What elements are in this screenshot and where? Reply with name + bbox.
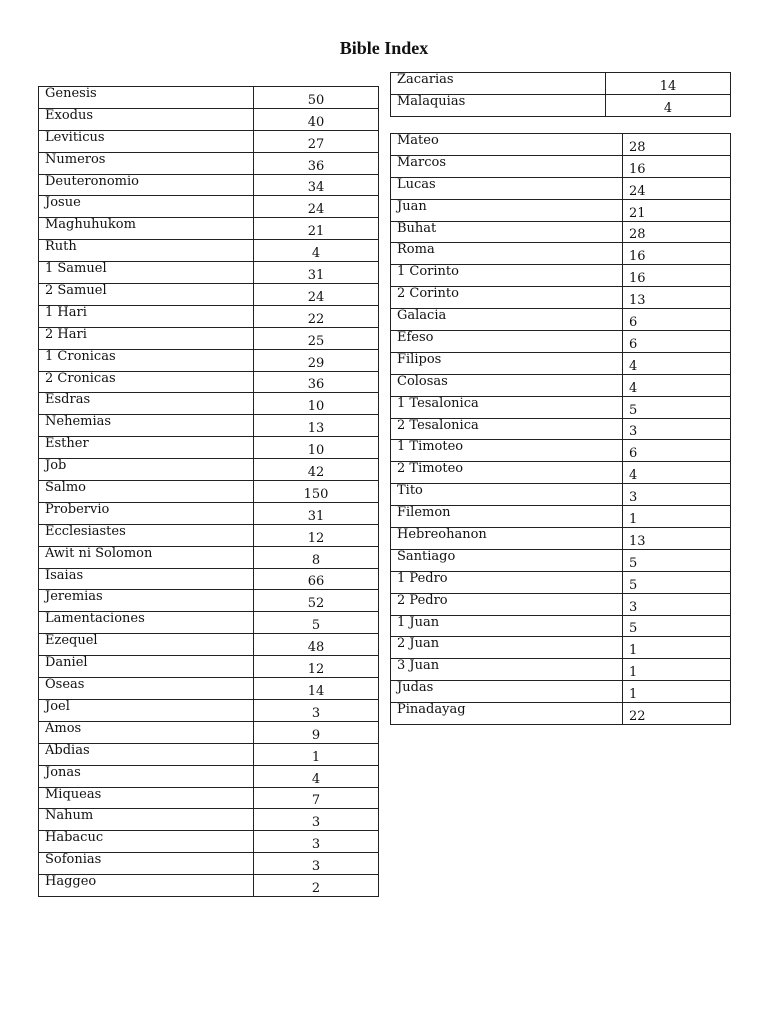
table-row (391, 73, 731, 95)
book-name: Ecclesiastes (39, 524, 254, 546)
table-row (39, 590, 379, 612)
chapter-count: 42 (254, 459, 379, 481)
table-row (391, 506, 731, 528)
chapter-count: 3 (623, 484, 731, 506)
table-row (39, 502, 379, 524)
book-name: Galacia (391, 309, 623, 331)
chapter-count: 28 (623, 221, 731, 243)
table-row (391, 571, 731, 593)
chapter-count: 24 (254, 196, 379, 218)
chapter-count: 25 (254, 327, 379, 349)
book-name: Efeso (391, 331, 623, 353)
table-row (39, 415, 379, 437)
chapter-count: 8 (254, 546, 379, 568)
book-name: Job (39, 459, 254, 481)
book-name: Malaquias (391, 94, 606, 116)
book-name: Colosas (391, 374, 623, 396)
table-row (391, 309, 731, 331)
book-name: Josue (39, 196, 254, 218)
chapter-count: 4 (623, 352, 731, 374)
book-name: 1 Samuel (39, 262, 254, 284)
chapter-count: 14 (254, 678, 379, 700)
table-row (39, 831, 379, 853)
chapter-count: 4 (623, 374, 731, 396)
chapter-count: 1 (623, 681, 731, 703)
chapter-count: 1 (623, 637, 731, 659)
book-name: 2 Corinto (391, 287, 623, 309)
new-testament-table (390, 133, 731, 725)
chapter-count: 13 (254, 415, 379, 437)
book-name: 2 Timoteo (391, 462, 623, 484)
chapter-count: 3 (254, 853, 379, 875)
chapter-count: 24 (623, 177, 731, 199)
table-row (39, 875, 379, 897)
book-name: Numeros (39, 152, 254, 174)
book-name: Pinadayag (391, 703, 623, 725)
book-name: Probervio (39, 502, 254, 524)
table-row (39, 721, 379, 743)
chapter-count: 5 (623, 615, 731, 637)
chapter-count: 24 (254, 284, 379, 306)
book-name: Santiago (391, 549, 623, 571)
chapter-count: 10 (254, 393, 379, 415)
table-row (39, 152, 379, 174)
table-row (391, 331, 731, 353)
book-name: Esther (39, 437, 254, 459)
old-testament-end-table (390, 72, 731, 117)
chapter-count: 3 (254, 699, 379, 721)
table-row (391, 418, 731, 440)
chapter-count: 9 (254, 721, 379, 743)
book-name: Tito (391, 484, 623, 506)
chapter-count: 22 (254, 305, 379, 327)
book-name: Isaias (39, 568, 254, 590)
book-name: Exodus (39, 108, 254, 130)
table-row (39, 327, 379, 349)
book-name: Habacuc (39, 831, 254, 853)
book-name: Haggeo (39, 875, 254, 897)
chapter-count: 150 (254, 481, 379, 503)
chapter-count: 4 (254, 765, 379, 787)
book-name: 2 Hari (39, 327, 254, 349)
chapter-count: 36 (254, 152, 379, 174)
chapter-count: 4 (606, 94, 731, 116)
table-row (39, 262, 379, 284)
table-row (391, 484, 731, 506)
book-name: Abdias (39, 743, 254, 765)
chapter-count: 3 (623, 418, 731, 440)
table-row (391, 528, 731, 550)
book-name: 1 Tesalonica (391, 396, 623, 418)
book-name: Joel (39, 699, 254, 721)
table-row (391, 265, 731, 287)
book-name: Ezequel (39, 634, 254, 656)
chapter-count: 66 (254, 568, 379, 590)
chapter-count: 34 (254, 174, 379, 196)
table-row (39, 568, 379, 590)
chapter-count: 29 (254, 349, 379, 371)
book-name: 1 Corinto (391, 265, 623, 287)
table-row (391, 615, 731, 637)
book-name: 1 Cronicas (39, 349, 254, 371)
chapter-count: 12 (254, 524, 379, 546)
table-row (391, 440, 731, 462)
table-row (39, 393, 379, 415)
book-name: Filemon (391, 506, 623, 528)
book-name: Mateo (391, 134, 623, 156)
old-testament-table (38, 86, 379, 897)
book-name: Marcos (391, 155, 623, 177)
table-row (39, 284, 379, 306)
chapter-count: 16 (623, 243, 731, 265)
table-row (391, 681, 731, 703)
chapter-count: 31 (254, 262, 379, 284)
chapter-count: 6 (623, 331, 731, 353)
table-row (39, 546, 379, 568)
chapter-count: 7 (254, 787, 379, 809)
book-name: Sofonias (39, 853, 254, 875)
table-row (39, 743, 379, 765)
chapter-count: 3 (254, 809, 379, 831)
table-row (391, 374, 731, 396)
book-name: Deuteronomio (39, 174, 254, 196)
book-name: Jonas (39, 765, 254, 787)
table-row (39, 481, 379, 503)
table-row (39, 765, 379, 787)
book-name: Lamentaciones (39, 612, 254, 634)
book-name: 1 Timoteo (391, 440, 623, 462)
book-name: 2 Pedro (391, 593, 623, 615)
book-name: 2 Juan (391, 637, 623, 659)
table-row (39, 437, 379, 459)
table-row (39, 699, 379, 721)
table-row (39, 809, 379, 831)
book-name: Oseas (39, 678, 254, 700)
table-row (391, 177, 731, 199)
table-row (39, 349, 379, 371)
chapter-count: 5 (623, 396, 731, 418)
book-name: Nehemias (39, 415, 254, 437)
table-row (391, 243, 731, 265)
chapter-count: 36 (254, 371, 379, 393)
chapter-count: 28 (623, 134, 731, 156)
book-name: Awit ni Solomon (39, 546, 254, 568)
table-row (39, 218, 379, 240)
table-row (391, 659, 731, 681)
chapter-count: 16 (623, 265, 731, 287)
table-row (391, 549, 731, 571)
table-row (391, 637, 731, 659)
table-row (39, 174, 379, 196)
chapter-count: 1 (254, 743, 379, 765)
chapter-count: 50 (254, 87, 379, 109)
table-row (39, 612, 379, 634)
chapter-count: 21 (623, 199, 731, 221)
chapter-count: 6 (623, 440, 731, 462)
table-row (391, 155, 731, 177)
chapter-count: 1 (623, 659, 731, 681)
book-name: Ruth (39, 240, 254, 262)
chapter-count: 4 (623, 462, 731, 484)
chapter-count: 5 (623, 549, 731, 571)
book-name: Salmo (39, 481, 254, 503)
book-name: Lucas (391, 177, 623, 199)
table-row (39, 130, 379, 152)
chapter-count: 14 (606, 73, 731, 95)
chapter-count: 2 (254, 875, 379, 897)
table-row (39, 634, 379, 656)
table-row (39, 108, 379, 130)
book-name: Roma (391, 243, 623, 265)
book-name: Daniel (39, 656, 254, 678)
book-name: 2 Cronicas (39, 371, 254, 393)
table-row (391, 287, 731, 309)
chapter-count: 40 (254, 108, 379, 130)
chapter-count: 5 (623, 571, 731, 593)
table-row (39, 459, 379, 481)
chapter-count: 16 (623, 155, 731, 177)
chapter-count: 12 (254, 656, 379, 678)
chapter-count: 3 (254, 831, 379, 853)
chapter-count: 6 (623, 309, 731, 331)
book-name: 2 Samuel (39, 284, 254, 306)
chapter-count: 13 (623, 528, 731, 550)
book-name: Zacarias (391, 73, 606, 95)
table-row (39, 371, 379, 393)
book-name: 2 Tesalonica (391, 418, 623, 440)
chapter-count: 31 (254, 502, 379, 524)
table-row (39, 656, 379, 678)
chapter-count: 52 (254, 590, 379, 612)
book-name: Esdras (39, 393, 254, 415)
book-name: Juan (391, 199, 623, 221)
table-row (39, 678, 379, 700)
book-name: Buhat (391, 221, 623, 243)
book-name: Miqueas (39, 787, 254, 809)
book-name: 3 Juan (391, 659, 623, 681)
chapter-count: 48 (254, 634, 379, 656)
table-row (39, 87, 379, 109)
book-name: 1 Juan (391, 615, 623, 637)
book-name: Leviticus (39, 130, 254, 152)
chapter-count: 13 (623, 287, 731, 309)
book-name: Genesis (39, 87, 254, 109)
chapter-count: 21 (254, 218, 379, 240)
table-row (391, 462, 731, 484)
chapter-count: 5 (254, 612, 379, 634)
chapter-count: 27 (254, 130, 379, 152)
table-row (391, 593, 731, 615)
chapter-count: 3 (623, 593, 731, 615)
book-name: Maghuhukom (39, 218, 254, 240)
chapter-count: 22 (623, 703, 731, 725)
table-row (39, 240, 379, 262)
table-row (39, 524, 379, 546)
book-name: 1 Hari (39, 305, 254, 327)
chapter-count: 1 (623, 506, 731, 528)
book-name: 1 Pedro (391, 571, 623, 593)
page-title: Bible Index (339, 38, 429, 58)
book-name: Amos (39, 721, 254, 743)
table-row (391, 94, 731, 116)
book-name: Judas (391, 681, 623, 703)
chapter-count: 4 (254, 240, 379, 262)
table-row (391, 134, 731, 156)
table-row (391, 352, 731, 374)
book-name: Filipos (391, 352, 623, 374)
book-name: Nahum (39, 809, 254, 831)
table-row (391, 199, 731, 221)
table-row (39, 305, 379, 327)
book-name: Hebreohanon (391, 528, 623, 550)
table-row (39, 787, 379, 809)
table-row (391, 396, 731, 418)
table-row (39, 196, 379, 218)
chapter-count: 10 (254, 437, 379, 459)
table-row (391, 221, 731, 243)
table-row (391, 703, 731, 725)
table-row (39, 853, 379, 875)
book-name: Jeremias (39, 590, 254, 612)
